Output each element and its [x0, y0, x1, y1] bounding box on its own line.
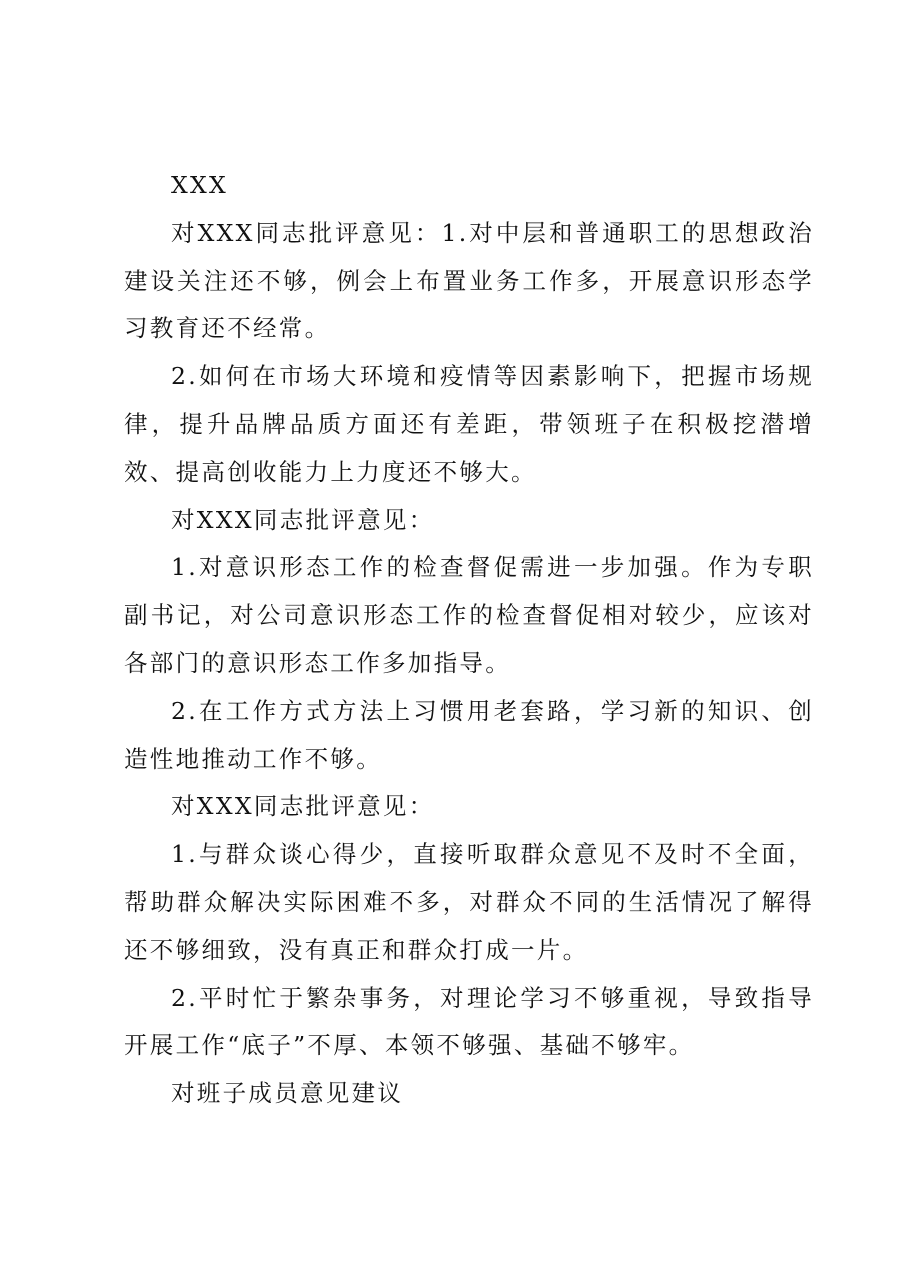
paragraph-criticism-2-item-1: 1.对意识形态工作的检查督促需进一步加强。作为专职副书记，对公司意识形态工作的检查督促相对较少，应该对各部门的意识形态工作多加指导。: [124, 553, 814, 677]
paragraph-criticism-1: 对XXX同志批评意见：1.对中层和普通职工的思想政治建设关注还不够，例会上布置业务工作多，开展意识形态学习教育还不经常。: [124, 218, 814, 343]
paragraph-suggestions-heading: 对班子成员意见建议: [171, 1079, 404, 1108]
paragraph-criticism-1-item-2: 2.如何在市场大环境和疫情等因素影响下，把握市场规律，提升品牌品质方面还有差距，带领班子在积极挖潜增效、提高创收能力上力度还不够大。: [124, 362, 814, 486]
paragraph-criticism-3-item-1: 1.与群众谈心得少，直接听取群众意见不及时不全面，帮助群众解决实际困难不多，对群众不同的生活情况了解得还不够细致，没有真正和群众打成一片。: [124, 840, 814, 964]
paragraph-criticism-2-heading: 对XXX同志批评意见：: [171, 505, 435, 534]
paragraph-criticism-2-item-2: 2.在工作方式方法上习惯用老套路，学习新的知识、创造性地推动工作不够。: [124, 696, 814, 773]
paragraph-criticism-3-item-2: 2.平时忙于繁杂事务，对理论学习不够重视，导致指导开展工作“底子”不厚、本领不够强、基础不够牢。: [124, 983, 814, 1060]
paragraph-criticism-3-heading: 对XXX同志批评意见：: [171, 792, 435, 821]
document-body: [124, 162, 814, 1118]
paragraph-name: XXX: [171, 171, 229, 199]
